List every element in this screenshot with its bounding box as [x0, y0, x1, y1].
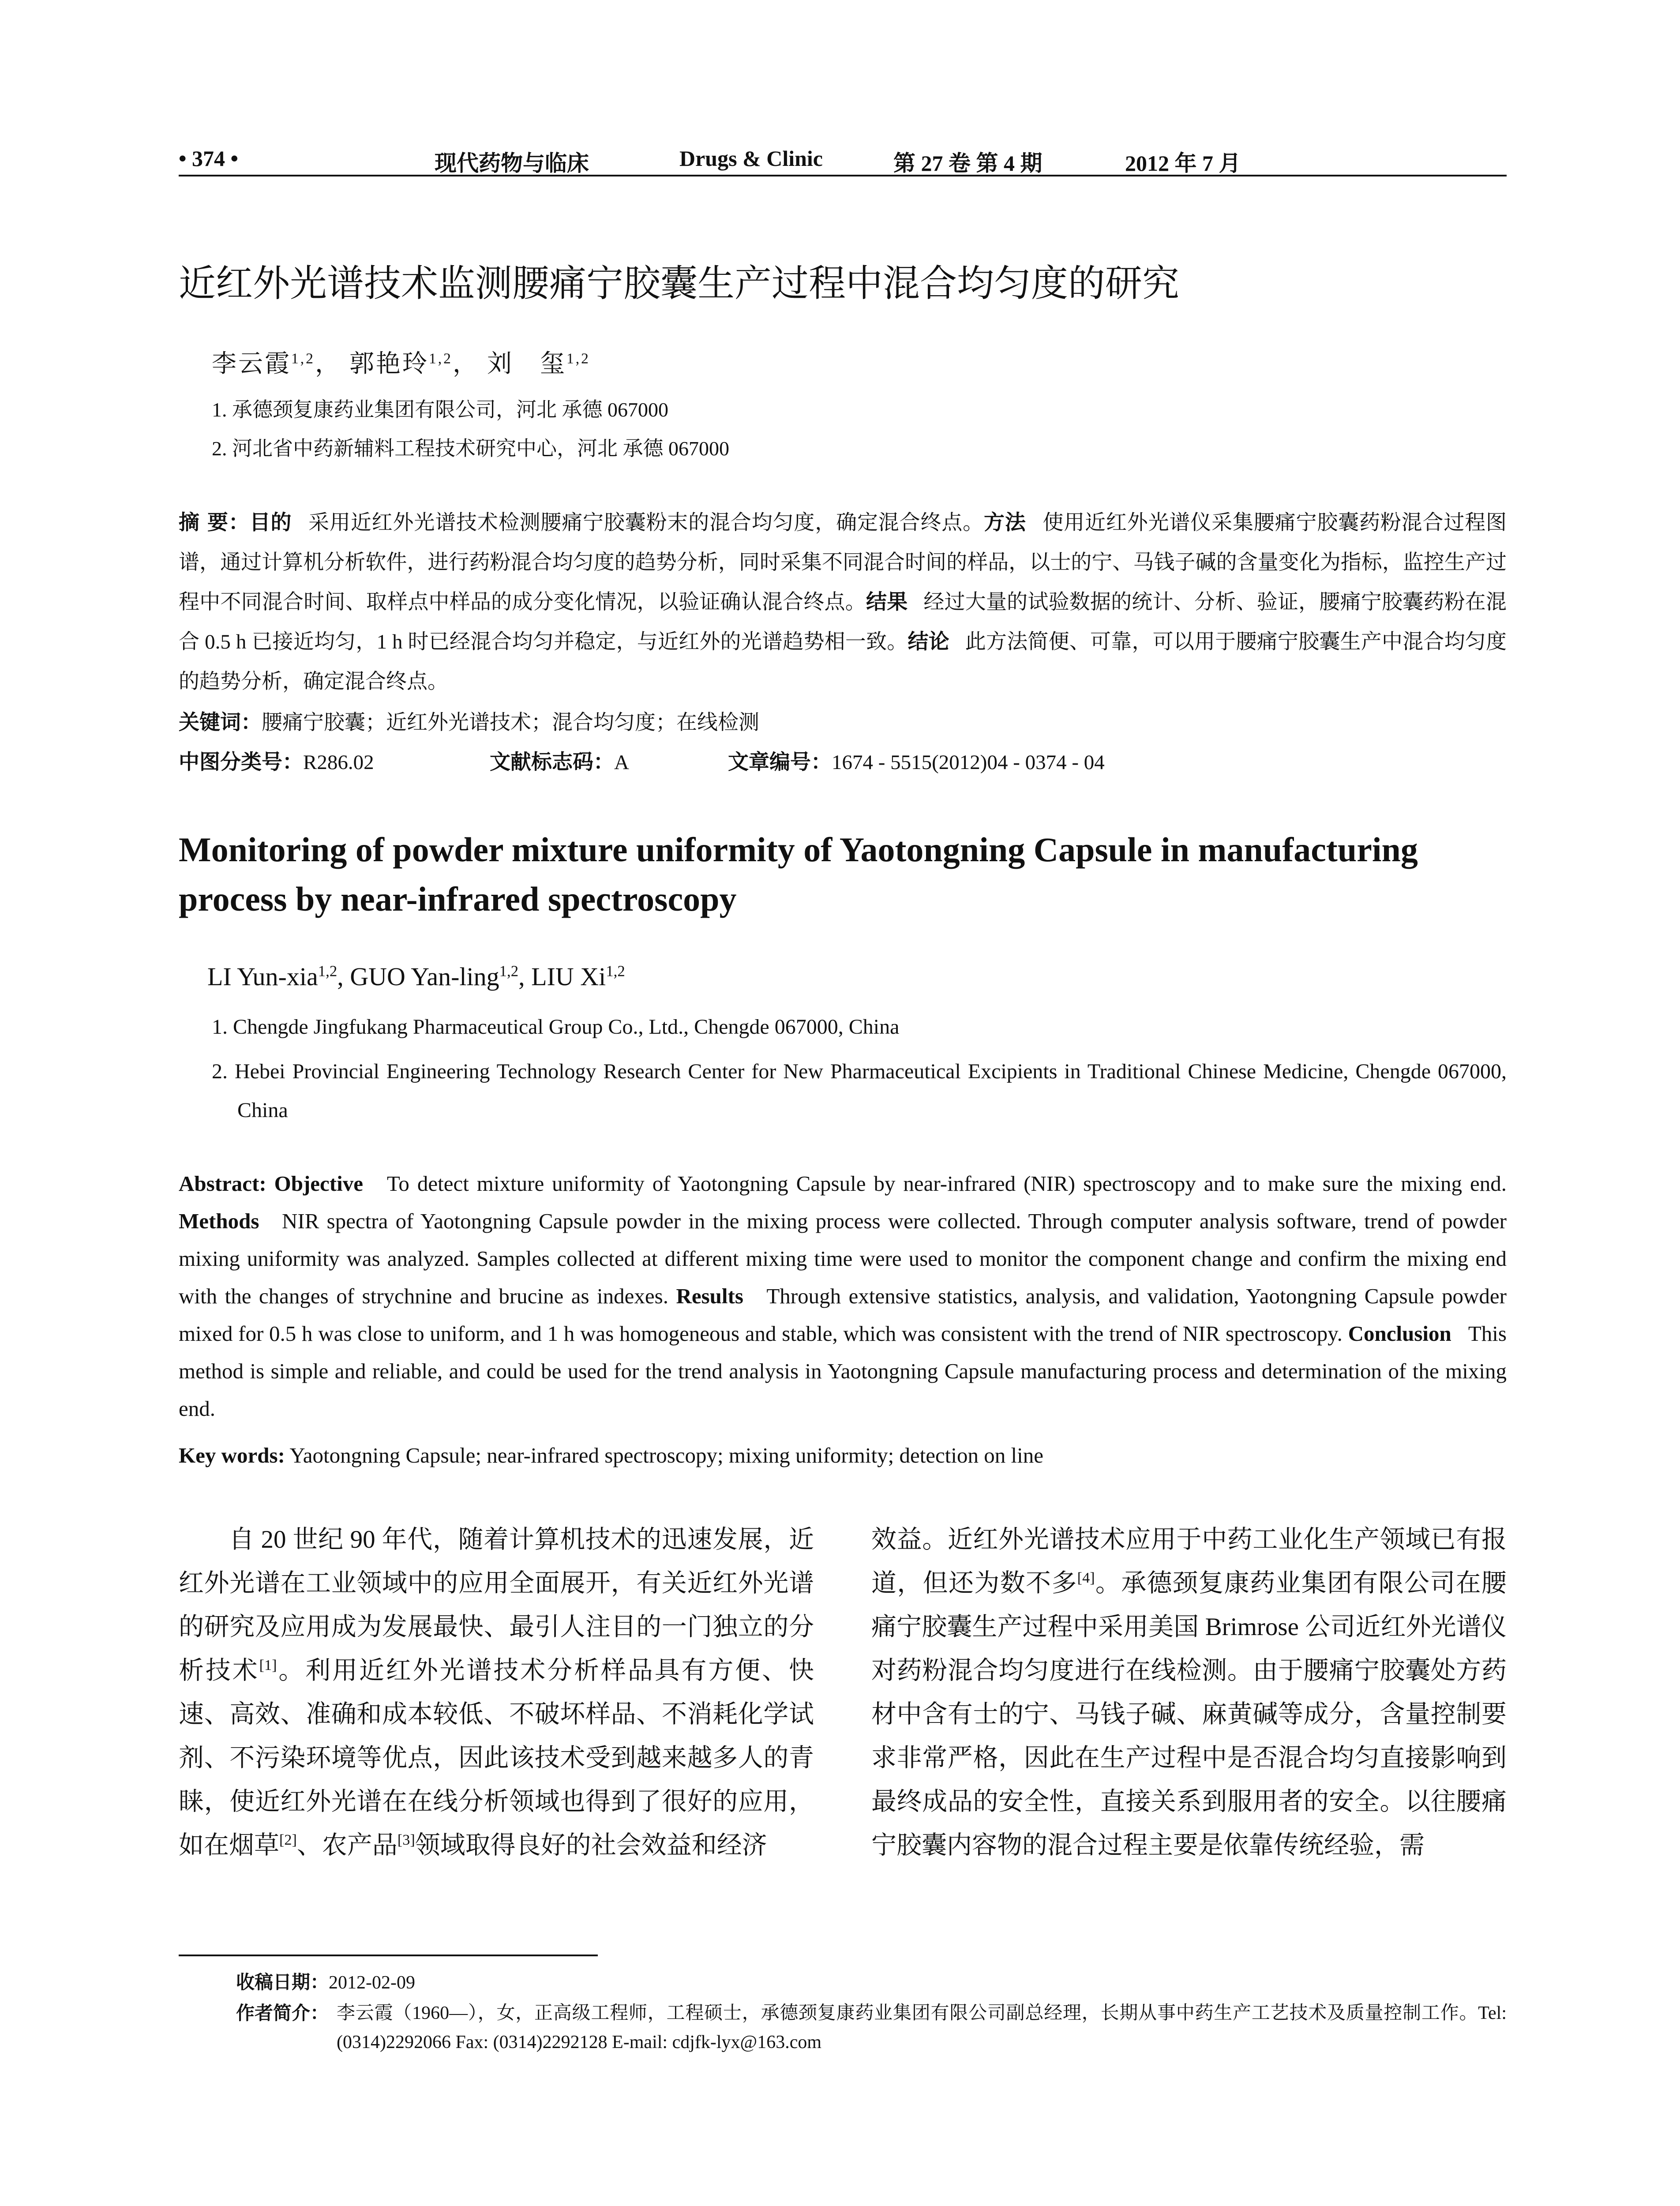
volume-issue: 第 27 卷 第 4 期	[893, 151, 1042, 176]
author-separator: ,	[518, 962, 532, 991]
methods-text: NIR spectra of Yaotongning Capsule powder in the mixing process were collected. Through computer analysis software, trend of powder mixing uniformity was analyzed. Samples collected at different mixing time were used to monitor the component change and confirm the mixing end with the changes of strychnine and brucine as indexes.	[179, 1209, 1507, 1308]
article-no-value: 1674 - 5515(2012)04 - 0374 - 04	[832, 751, 1105, 774]
citation-ref[interactable]: [4]	[1077, 1570, 1095, 1586]
page-number: • 374 •	[179, 146, 239, 171]
clc-label: 中图分类号：	[179, 750, 303, 774]
methods-text: 使用近红外光谱仪采集腰痛宁胶囊药粉混合过程图谱，通过计算机分析软件，进行药粉混合均匀度的趋势分析，同时采集不同混合时间的样品，以士的宁、马钱子碱的含量变化为指标，监控生产过程中不同混合时间、取样点中样品的成分变化情况，以验证确认混合终点。	[179, 511, 1507, 614]
body-text: 效益。近红外光谱技术应用于中药工业化生产领域已有报道，但还为数不多	[871, 1526, 1507, 1597]
author-bio-text: 李云霞（1960—），女，正高级工程师，工程硕士，承德颈复康药业集团有限公司副总经理，长期从事中药生产工艺技术及质量控制工作。Tel: (0314)2292066 Fax: (0314)2292128 E-mail: cdjfk-lyx@163.com	[337, 2003, 1507, 2052]
footnote-divider	[179, 1955, 598, 1956]
affiliation-cn-2: 2. 河北省中药新辅料工程技术研究中心，河北 承德 067000	[212, 437, 729, 460]
journal-name-en: Drugs & Clinic	[679, 146, 823, 171]
objective-label: Objective	[274, 1171, 363, 1196]
journal-name-cn: 现代药物与临床	[435, 150, 589, 176]
received-value: 2012-02-09	[329, 1973, 415, 1993]
author-separator: ，	[452, 350, 479, 378]
running-header	[179, 139, 1507, 176]
author-affil-mark: 1,2	[318, 962, 338, 980]
author-name: 郭艳玲	[349, 350, 429, 378]
keywords-label: 关键词：	[179, 710, 262, 735]
objective-text: To detect mixture uniformity of Yaotongning Capsule by near-infrared (NIR) spectroscopy and to make sure the mixing end.	[386, 1171, 1507, 1196]
author-name: LI Yun-xia	[207, 962, 318, 991]
author-list-cn	[212, 344, 590, 379]
abstract-en	[179, 1165, 1507, 1427]
classification-row	[179, 746, 374, 775]
results-label: 结果	[866, 590, 908, 614]
document-code	[490, 746, 629, 775]
conclusion-label: 结论	[908, 630, 949, 654]
affiliation-cn-1: 1. 承德颈复康药业集团有限公司，河北 承德 067000	[212, 398, 668, 421]
author-name: 刘 玺	[487, 350, 566, 378]
issue-date: 2012 年 7 月	[1125, 151, 1241, 176]
doc-code-value: A	[614, 751, 629, 774]
results-text: 经过大量的试验数据的统计、分析、验证，腰痛宁胶囊药粉在混合 0.5 h 已接近均匀，1 h 时已经混合均匀并稳定，与近红外的光谱趋势相一致。	[179, 591, 1507, 653]
abstract-label: 摘 要：	[179, 510, 250, 535]
keywords-cn	[179, 706, 759, 735]
conclusion-label: Conclusion	[1348, 1321, 1451, 1346]
citation-ref[interactable]: [2]	[279, 1832, 297, 1848]
body-text: 领域取得良好的社会效益和经济	[415, 1831, 767, 1859]
clc-value: R286.02	[303, 751, 374, 774]
author-affil-mark: 1,2	[499, 962, 519, 980]
body-text: 自 20 世纪 90 年代，随着计算机技术的迅速发展，近红外光谱在工业领域中的应用全面展开，有关近红外光谱的研究及应用成为发展最快、最引人注目的一门独立的分析技术	[179, 1526, 814, 1685]
keywords-text: 腰痛宁胶囊；近红外光谱技术；混合均匀度；在线检测	[262, 711, 759, 734]
article-title-cn: 近红外光谱技术监测腰痛宁胶囊生产过程中混合均匀度的研究	[179, 262, 1180, 305]
author-affil-mark: 1,2	[291, 350, 315, 367]
body-text: 。承德颈复康药业集团有限公司在腰痛宁胶囊生产过程中采用美国 Brimrose 公司近红外光谱仪对药粉混合均匀度进行在线检测。由于腰痛宁胶囊处方药材中含有士的宁、马钱子碱、麻黄碱等成分，含量控制要求非常严格，因此在生产过程中是否混合均匀直接影响到最终成品的安全性，直接关系到服用者的安全。以往腰痛宁胶囊内容物的混合过程主要是依靠传统经验，需	[871, 1569, 1507, 1859]
body-column-right	[871, 1518, 1507, 1867]
keywords-en	[179, 1443, 1043, 1468]
author-bio-label: 作者简介：	[236, 2002, 329, 2024]
article-title-en: Monitoring of powder mixture uniformity of Yaotongning Capsule in manufacturing process by near-infrared spectroscopy	[179, 830, 1418, 918]
received-label: 收稿日期：	[236, 1971, 329, 1993]
author-affil-mark: 1,2	[566, 350, 590, 367]
author-separator: ,	[337, 962, 350, 991]
citation-ref[interactable]: [3]	[397, 1832, 415, 1848]
methods-label: 方法	[983, 510, 1026, 535]
doc-code-label: 文献标志码：	[490, 750, 614, 774]
keywords-label: Key words:	[179, 1443, 285, 1467]
abstract-cn	[179, 503, 1507, 702]
results-text: Through extensive statistics, analysis, and validation, Yaotongning Capsule powder mixed for 0.5 h was close to uniform, and 1 h was homogeneous and stable, which was consistent with the trend of NIR spectroscopy.	[179, 1284, 1507, 1346]
article-no-label: 文章编号：	[728, 750, 832, 774]
author-name: GUO Yan-ling	[350, 962, 499, 991]
results-label: Results	[676, 1284, 743, 1308]
received-date	[236, 1968, 415, 1997]
body-column-left	[179, 1518, 814, 1867]
abstract-label: Abstract:	[179, 1171, 266, 1196]
author-affil-mark: 1,2	[428, 350, 453, 367]
author-affil-mark: 1,2	[606, 962, 625, 980]
objective-label: 目的	[249, 510, 292, 535]
author-name: LIU Xi	[531, 962, 606, 991]
body-text: 。利用近红外光谱技术分析样品具有方便、快速、高效、准确和成本较低、不破坏样品、不消耗化学试剂、不污染环境等优点，因此该技术受到越来越多人的青睐，使近红外光谱在在线分析领域也得到了很好的应用，如在烟草	[179, 1657, 814, 1859]
body-text: 、农产品	[296, 1831, 398, 1859]
article-number	[728, 746, 1105, 775]
objective-text: 采用近红外光谱技术检测腰痛宁胶囊粉末的混合均匀度，确定混合终点。	[308, 511, 984, 534]
author-list-en	[207, 962, 625, 991]
conclusion-text: 此方法简便、可靠，可以用于腰痛宁胶囊生产中混合均匀度的趋势分析，确定混合终点。	[179, 630, 1507, 693]
affiliation-en-1: 1. Chengde Jingfukang Pharmaceutical Group Co., Ltd., Chengde 067000, China	[212, 1015, 900, 1039]
author-name: 李云霞	[212, 350, 291, 378]
conclusion-text: This method is simple and reliable, and could be used for the trend analysis in Yaotongning Capsule manufacturing process and determination of the mixing end.	[179, 1321, 1507, 1421]
author-separator: ，	[315, 350, 341, 378]
keywords-text: Yaotongning Capsule; near-infrared spectroscopy; mixing uniformity; detection on line	[289, 1443, 1044, 1467]
methods-label: Methods	[179, 1209, 259, 1233]
author-bio	[236, 1999, 1507, 2057]
affiliation-en-2: 2. Hebei Provincial Engineering Technology Research Center for New Pharmaceutical Excipients in Traditional Chinese Medicine, Chengde 067000, China	[212, 1060, 1507, 1122]
citation-ref[interactable]: [1]	[259, 1657, 277, 1673]
